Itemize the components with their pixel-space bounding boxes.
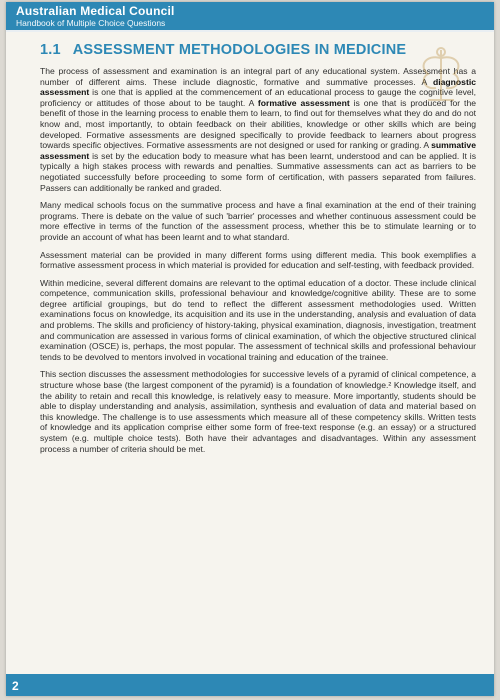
text-run: is one that is applied at the commencement of an educational process to gauge the cognitive level, proficiency or attitudes of those about to be taught. A — [40, 87, 476, 108]
paragraph — [40, 200, 476, 242]
page-number: 2 — [12, 679, 19, 693]
organization-name: Australian Medical Council — [16, 4, 175, 18]
book-title: Handbook of Multiple Choice Questions — [16, 18, 166, 28]
paragraph — [40, 278, 476, 363]
header-divider — [6, 30, 494, 32]
section-number: 1.1 — [40, 42, 61, 58]
text-run: This section discusses the assessment methodologies for successive levels of a pyramid of clinical competence, a structure whose base (the largest component of the pyramid) is a foundation of knowledge.² Knowledge itself, and the ability to retain and recall this knowledge, is relatively easy to measure. More importantly, students should be able to display understanding and analysis, assimilation, synthesis and evaluation of data and material based on this knowledge. The challenge is to use assessments which measure all of these competency skills. Written tests of knowledge and its application comprise either some form of free-text response (e.g. an essay) or a structured system (e.g. multiple choice tests). Both have their advantages and disadvantages. Within any assessment process a number of criteria should be met. — [40, 369, 476, 454]
text-run: is one that is produced for the benefit of those in the learning process to enable them to learn, to find out for themselves what they do and do not know and, most importantly, to obtain feedback on their abilities, knowledge or other skills which are being developed. Formative assessments are designed specifically to provide feedback to learners about progress towards specific objectives. Formative assessments are not designed or used for ranking or grading. A — [40, 97, 477, 151]
paragraph — [40, 250, 476, 271]
bold-term: formative assessment — [257, 97, 350, 108]
section-title: ASSESSMENT METHODOLOGIES IN MEDICINE — [72, 42, 407, 58]
bold-term: diagnostic assessment — [40, 76, 476, 98]
paragraph — [40, 369, 476, 454]
page-footer — [6, 674, 494, 696]
ornament-watermark-icon — [406, 44, 476, 106]
document-page — [6, 2, 494, 696]
page-header — [6, 2, 494, 30]
body-text — [40, 66, 476, 454]
text-run: Within medicine, several different domains are relevant to the optimal education of a doctor. These include clinical competence, communication skills, professional behaviour and knowledge/cognitive ability. These are to some degree artificial groupings, but do tend to reflect the different assessment methodologies used. Written examinations focus on knowledge, its acquisition and its use in the understanding, analysis and evaluation of data and problems. The skills and proficiency of history-taking, physical examination, diagnosis, investigation, treatment and communication are assessed in various forms of clinical examination, of which the objective structured clinical examination (OSCE) is, perhaps, the most popular. The assessment of technical skills and professional behaviour tends to be devolved to mentors involved in vocational training and education of the trainee. — [40, 277, 476, 362]
text-run: Many medical schools focus on the summative process and have a final examination at the end of their training programs. There is debate on the value of such 'barrier' processes and whether continuous assessment could be more effective in terms of the function of the assessment process, whether this be to stimulate learning or to provide an account of what has been learnt and to what standard. — [40, 200, 476, 242]
text-run: Assessment material can be provided in many different forms using different media. This book exemplifies a formative assessment process in which material is provided for education and self-testing, with feedback provided. — [40, 249, 476, 271]
text-run: The process of assessment and examination is an integral part of any educational system. Assessment has a number of different aims. These include diagnostic, formative and summative processes. A — [40, 66, 476, 87]
text-run: is set by the education body to measure what has been learnt, understood and can be applied. It is typically a high stakes process with rewards and penalties. Summative assessments can act as barriers to be negotiated successfully before proceeding to some form of certification, with passers separated from failures. Passers can additionally be ranked and graded. — [40, 150, 476, 193]
bold-term: summative assessment — [40, 140, 476, 161]
